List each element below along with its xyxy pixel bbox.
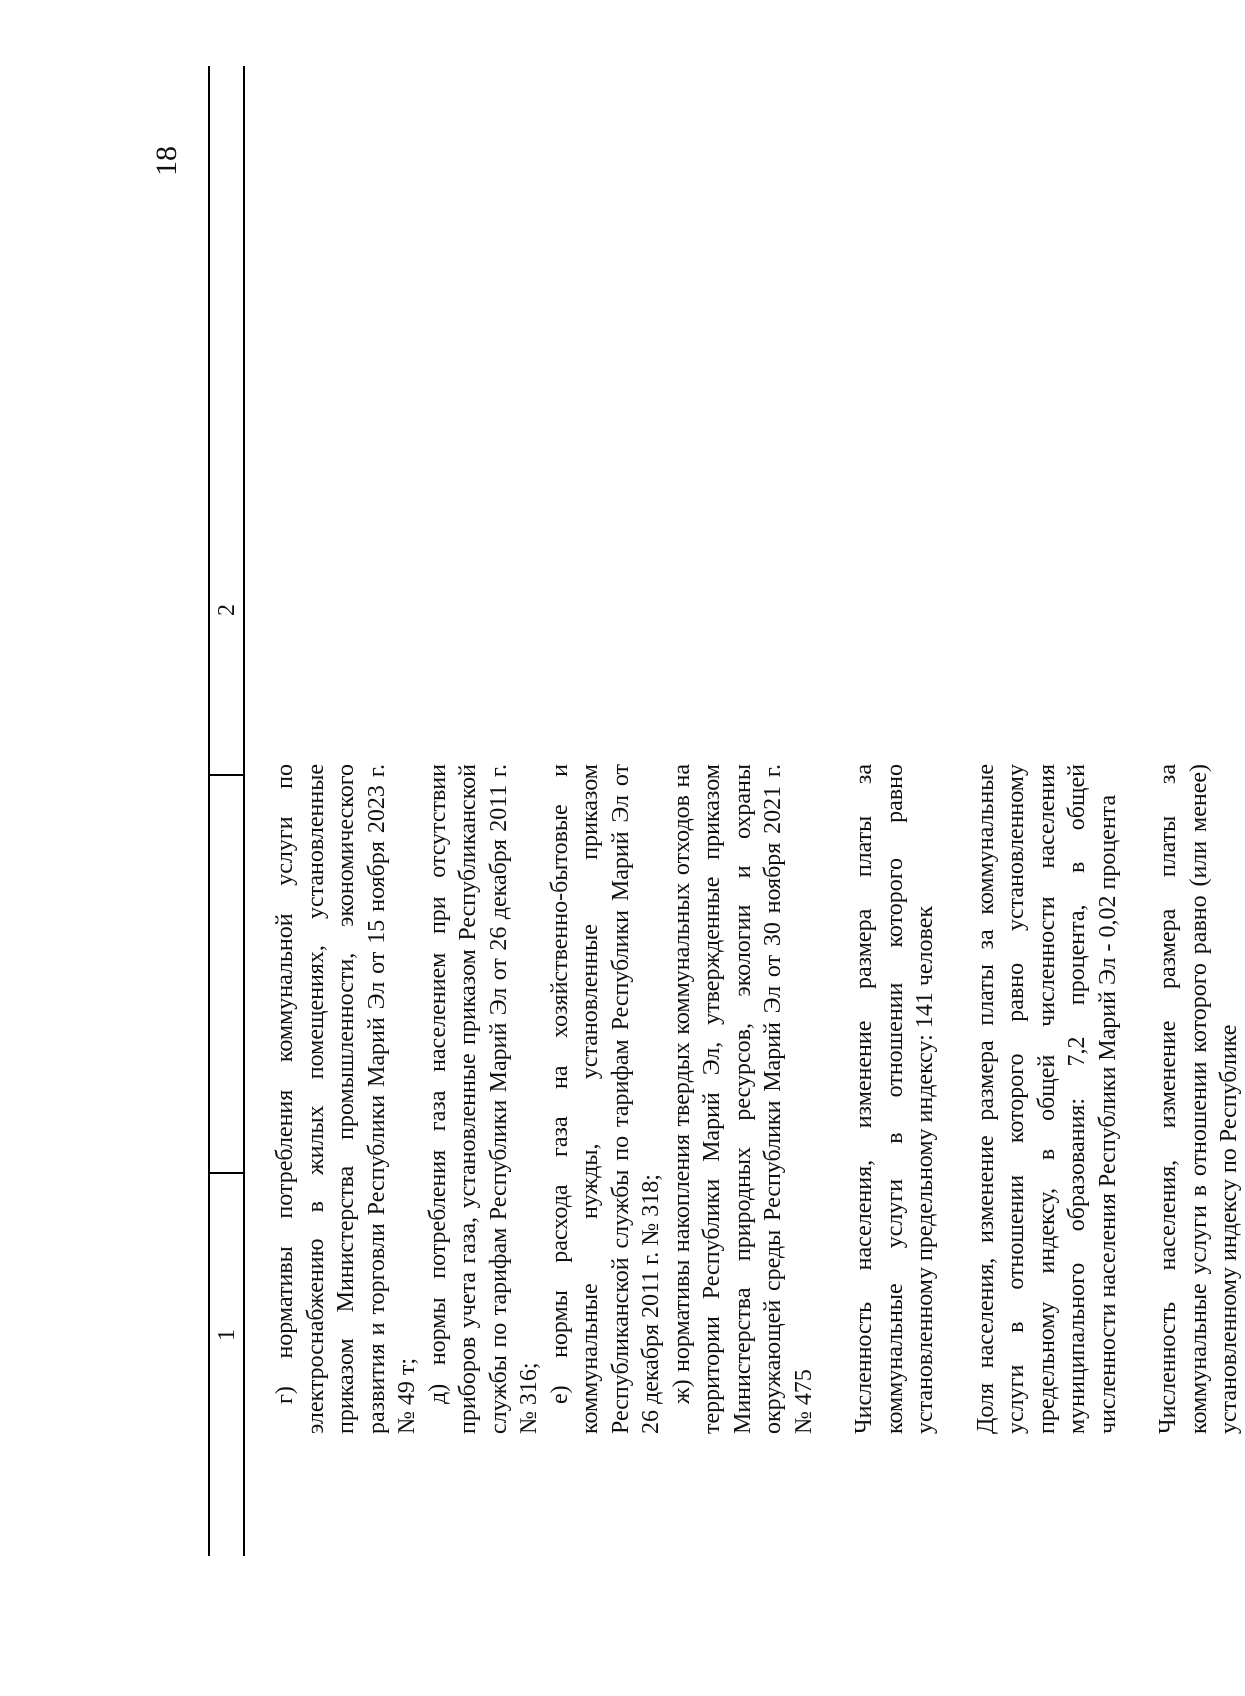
paragraph-population-count: Численность населения, изменение размера платы за коммунальные услуги в отношении которого равно установленному предельному индексу: 141 человек: [851, 764, 938, 1434]
table-column-header-2: 2: [214, 604, 240, 616]
spacer: [1123, 764, 1153, 1434]
table-column-divider-left: [208, 1172, 245, 1174]
spacer: [941, 764, 971, 1434]
paragraph-population-count-republic: Численность населения, изменение размера платы за коммунальные услуги в отношении которого равно (или менее) установленному индексу по Республике: [1155, 764, 1242, 1434]
table-column-divider-right: [208, 774, 245, 776]
table-cell-content: [270, 764, 1245, 1434]
paragraph-item-e: е) нормы расхода газа на хозяйственно-бытовые и коммунальные нужды, установленные приказом Республиканской службы по тарифам Республики Марий Эл от 26 декабря 2011 г. № 318;: [546, 764, 664, 1434]
paragraph-item-d: д) нормы потребления газа населением при отсутствии приборов учета газа, установленные приказом Республиканской службы по тарифам Республики Марий Эл от 26 декабря 2011 г. № 316;: [424, 764, 542, 1434]
table-column-header-1: 1: [214, 1329, 240, 1341]
table-border-top: [208, 66, 210, 1556]
page-number: 18: [150, 146, 183, 176]
paragraph-item-zh: ж) нормативы накопления твердых коммунальных отходов на территории Республики Марий Эл, утвержденные приказом Министерства природных ресурсов, экологии и охраны окружающей среды Республики Марий Эл от 30 ноября 2021 г. № 475: [668, 764, 817, 1434]
spacer: [819, 764, 849, 1434]
table-header-divider: [243, 66, 245, 1556]
paragraph-population-share: Доля населения, изменение размера платы за коммунальные услуги в отношении которого равно установленному предельному индексу, в общей численности населения муниципального образования: 7,2 процента, в общей численности населения Республики Марий Эл - 0,02 процента: [972, 764, 1121, 1434]
paragraph-item-g: г) нормативы потребления коммунальной услуги по электроснабжению в жилых помещениях, установленные приказом Министерства промышленности, экономического развития и торговли Республики Марий Эл от 15 ноября 2023 г. № 49 т;: [272, 764, 420, 1434]
